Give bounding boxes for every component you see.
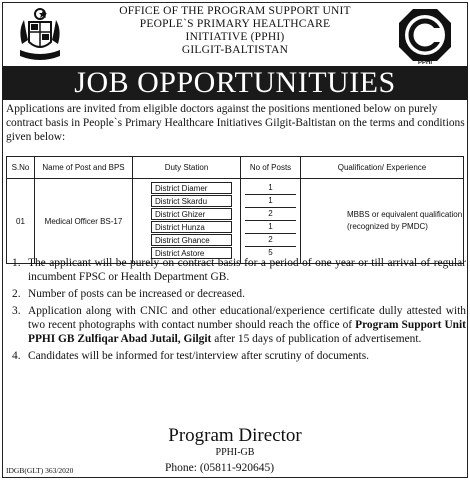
column-header-sno: S.No — [7, 157, 35, 179]
table-row — [7, 179, 464, 264]
duty-station-item: District Diamer — [151, 182, 232, 194]
signature-org: PPHI-GB — [215, 447, 255, 458]
duty-station-item: District Ghizer — [151, 208, 232, 220]
posts-count: 1 — [245, 195, 296, 208]
cell-number-of-posts — [241, 179, 301, 264]
header-line-3: INITIATIVE (PPHI) — [185, 31, 285, 43]
pphi-logo-label: PPHI — [417, 60, 432, 66]
advert-code: IDGB(GLT) 363/2020 — [6, 466, 74, 475]
header-line-1: OFFICE OF THE PROGRAM SUPPORT UNIT — [119, 5, 351, 17]
header-line-4: GILGIT-BALTISTAN — [181, 44, 289, 56]
table-header-row — [7, 157, 464, 179]
pakistan-state-emblem-icon — [14, 6, 66, 62]
office-address: Program Support Unit PPHI GB Zulfiqar Abad Jutail, Gilgit — [28, 319, 466, 345]
posts-count: 1 — [245, 182, 296, 195]
posts-count: 5 — [268, 248, 273, 257]
list-item-text: Application along with CNIC and other educational/experience certificate dully attested with two recent photographs with contact number should reach the office of — [28, 305, 466, 331]
list-item — [6, 287, 466, 301]
list-item-number: 2. — [12, 288, 21, 300]
posts-count: 1 — [245, 221, 296, 234]
cell-qualification — [301, 179, 464, 264]
contact-phone: Phone: (05811-920645) — [165, 462, 275, 474]
office-header — [80, 5, 390, 57]
list-item-number: 1. — [12, 257, 21, 269]
pphi-logo-icon — [396, 6, 454, 64]
page-title: JOB OPPORTUNITUIES — [2, 66, 468, 100]
list-item-text-tail: after 15 days of publication of advertisement. — [211, 333, 422, 345]
list-item-text: Candidates will be informed for test/interview after scrutiny of documents. — [28, 350, 369, 362]
duty-station-item: District Skardu — [151, 195, 232, 207]
list-item-number: 3. — [12, 305, 21, 317]
duty-station-item: District Hunza — [151, 221, 232, 233]
list-item — [6, 304, 466, 346]
column-header-post: Name of Post and BPS — [35, 157, 133, 179]
list-item — [6, 349, 466, 363]
column-header-station: Duty Station — [133, 157, 241, 179]
header-line-2: PEOPLE`S PRIMARY HEALTHCARE — [139, 18, 331, 30]
positions-table — [6, 156, 464, 264]
terms-and-conditions-list — [6, 256, 466, 366]
duty-station-item: District Astore — [151, 247, 232, 259]
list-item-number: 4. — [12, 350, 21, 362]
posts-count: 2 — [245, 208, 296, 221]
intro-paragraph: Applications are invited from eligible doctors against the positions mentioned below on purely contract basis in People`s Primary Healthcare Initiatives Gilgit-Baltistan on the terms and conditions given below: — [6, 103, 465, 143]
cell-sno: 01 — [7, 179, 35, 264]
column-header-posts: No of Posts — [241, 157, 301, 179]
qualification-line-2: (recognized by PMDC) — [347, 222, 428, 231]
qualification-line-1: MBBS or equivalent qualification — [347, 210, 463, 219]
cell-post: Medical Officer BS-17 — [35, 179, 133, 264]
posts-count: 2 — [245, 234, 296, 247]
list-item-text: Number of posts can be increased or decreased. — [28, 288, 245, 300]
signature-title: Program Director — [168, 425, 302, 446]
cell-duty-stations — [133, 179, 241, 264]
column-header-qualification: Qualification/ Experience — [301, 157, 464, 179]
duty-station-item: District Ghance — [151, 234, 232, 246]
list-item-text: The applicant will be purely on contract basis for a period of one year or till arrival of regular incumbent FPSC or Health Department GB. — [28, 257, 466, 283]
list-item — [6, 256, 466, 284]
